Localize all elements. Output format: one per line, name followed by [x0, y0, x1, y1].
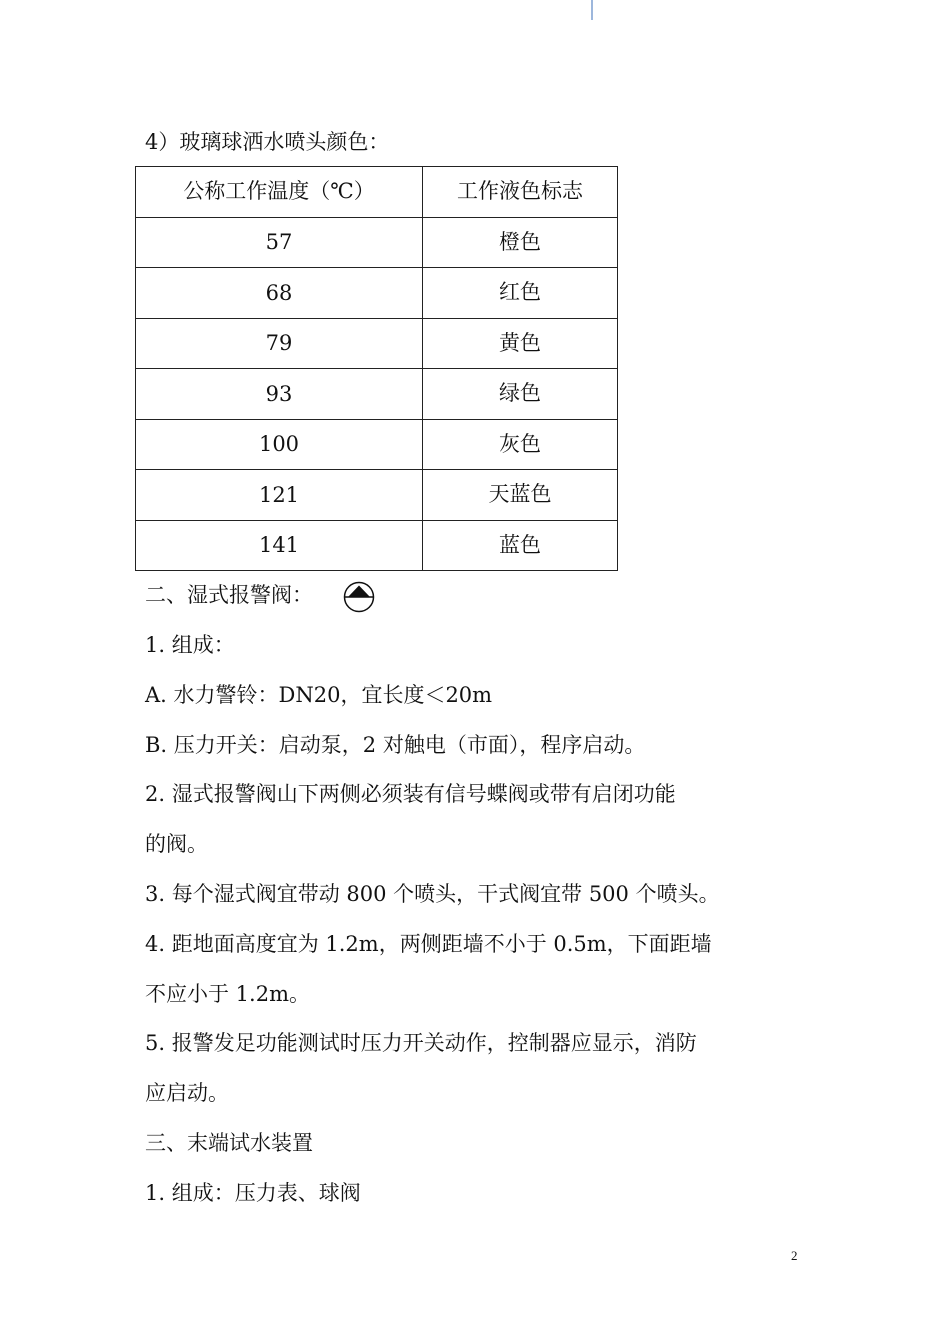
section2-title: 二、湿式报警阀：: [145, 583, 313, 607]
section2-item5-line2: 应启动。: [145, 1081, 229, 1105]
section2-item3: 3. 每个湿式阀宜带动 800 个喷头，干式阀宜带 500 个喷头。: [145, 882, 720, 906]
section3-title: 三、末端试水装置: [145, 1131, 313, 1155]
top-margin-mark: [591, 0, 593, 20]
color-cell: 橙色: [423, 217, 618, 268]
color-cell: 蓝色: [423, 520, 618, 571]
color-cell: 天蓝色: [423, 470, 618, 521]
section2-item2-line1: 2. 湿式报警阀山下两侧必须装有信号蝶阀或带有启闭功能: [145, 782, 676, 806]
wet-alarm-valve-icon: [343, 581, 375, 613]
temperature-color-table: [135, 166, 618, 571]
color-cell: 灰色: [423, 419, 618, 470]
table-row: [136, 470, 618, 521]
temperature-cell: 57: [136, 217, 423, 268]
temperature-cell: 79: [136, 318, 423, 369]
section2-item4-line2: 不应小于 1.2m。: [145, 982, 310, 1006]
section2-item-b: B. 压力开关：启动泵，2 对触电（市面），程序启动。: [145, 733, 646, 757]
temperature-cell: 93: [136, 369, 423, 420]
table-row: [136, 217, 618, 268]
table-row: [136, 268, 618, 319]
section2-item5-line1: 5. 报警发足功能测试时压力开关动作，控制器应显示，消防: [145, 1031, 697, 1055]
table-header-row: [136, 167, 618, 218]
table-row: [136, 520, 618, 571]
color-cell: 红色: [423, 268, 618, 319]
temperature-cell: 141: [136, 520, 423, 571]
temperature-cell: 68: [136, 268, 423, 319]
section2-item2-line2: 的阀。: [145, 832, 208, 856]
section2-item4-line1: 4. 距地面高度宜为 1.2m，两侧距墙不小于 0.5m，下面距墙: [145, 932, 712, 956]
color-cell: 黄色: [423, 318, 618, 369]
table-row: [136, 318, 618, 369]
section-heading-sprinkler-colors: 4）玻璃球洒水喷头颜色：: [145, 130, 390, 154]
table-row: [136, 369, 618, 420]
temperature-cell: 100: [136, 419, 423, 470]
page-number: 2: [791, 1248, 798, 1263]
section3-item1: 1. 组成：压力表、球阀: [145, 1181, 361, 1205]
header-temperature: 公称工作温度（℃）: [136, 167, 423, 218]
color-cell: 绿色: [423, 369, 618, 420]
temperature-cell: 121: [136, 470, 423, 521]
header-liquid-color: 工作液色标志: [423, 167, 618, 218]
section2-item-a: A. 水力警铃：DN20，宜长度＜20m: [145, 683, 493, 707]
temperature-color-table-container: [135, 166, 618, 571]
table-row: [136, 419, 618, 470]
section2-item1-title: 1. 组成：: [145, 633, 235, 657]
